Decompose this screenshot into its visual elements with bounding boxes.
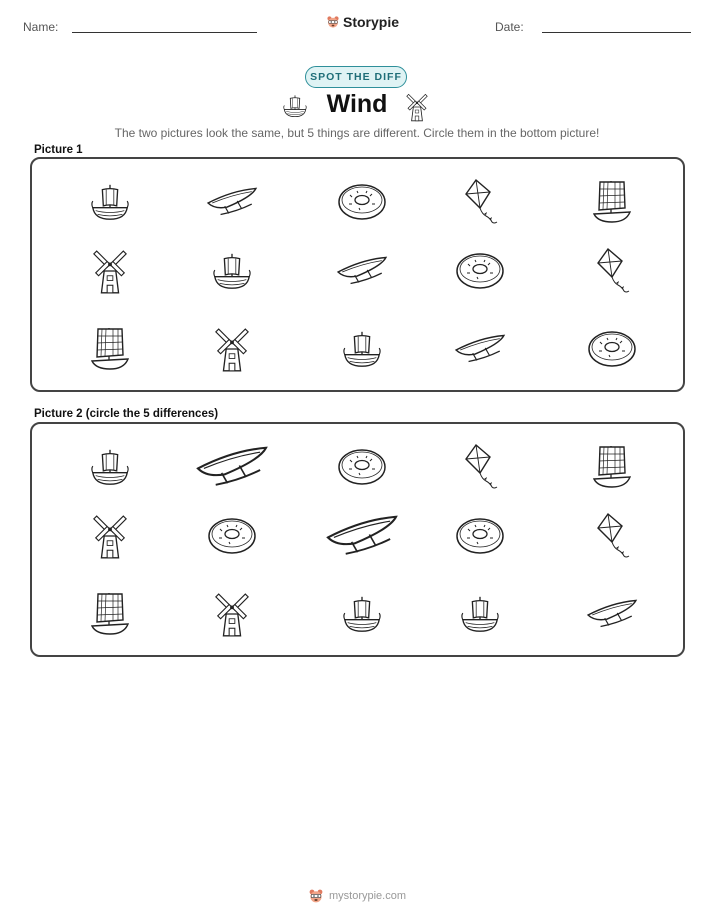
picture2-canoe-icon[interactable] <box>325 513 399 559</box>
picture1-kite-icon <box>592 247 632 295</box>
picture2-canoe-icon[interactable] <box>195 444 269 490</box>
picture2-windmill-icon[interactable] <box>91 512 129 560</box>
picture2-canoe-icon[interactable] <box>586 598 638 630</box>
picture1-viking-ship-icon <box>89 181 131 223</box>
worksheet-title: Wind <box>326 90 388 118</box>
picture1-viking-ship-icon <box>211 250 253 292</box>
instructions: The two pictures look the same, but 5 things are different. Circle them in the bottom picture! <box>114 126 600 140</box>
picture1-kite-icon <box>460 178 500 226</box>
picture1-canoe-icon <box>454 333 506 365</box>
picture2-panel[interactable] <box>30 422 685 657</box>
footer-url[interactable]: mystorypie.com <box>328 890 407 902</box>
picture2-viking-ship-icon[interactable] <box>459 593 501 635</box>
picture2-sailboat-icon[interactable] <box>88 589 132 639</box>
picture1-donut-icon <box>586 329 638 369</box>
footer <box>0 888 714 904</box>
picture1-donut-icon <box>454 251 506 291</box>
bear-logo-icon <box>308 888 324 904</box>
picture2-donut-icon[interactable] <box>336 447 388 487</box>
date-label: Date: <box>495 20 524 34</box>
picture2-windmill-icon[interactable] <box>213 590 251 638</box>
picture1-canoe-icon <box>206 186 258 218</box>
picture1-windmill-icon <box>91 247 129 295</box>
viking-ship-icon <box>282 93 308 119</box>
bear-logo-icon <box>326 15 340 29</box>
picture2-kite-icon[interactable] <box>592 512 632 560</box>
windmill-icon <box>404 92 430 122</box>
date-field-line[interactable] <box>542 32 691 33</box>
picture1-panel <box>30 157 685 392</box>
picture1-viking-ship-icon <box>341 328 383 370</box>
picture1-label: Picture 1 <box>34 144 83 156</box>
picture1-donut-icon <box>336 182 388 222</box>
picture1-sailboat-icon <box>590 177 634 227</box>
picture1-canoe-icon <box>336 255 388 287</box>
picture2-donut-icon[interactable] <box>206 516 258 556</box>
picture1-windmill-icon <box>213 325 251 373</box>
picture2-sailboat-icon[interactable] <box>590 442 634 492</box>
picture2-label: Picture 2 (circle the 5 differences) <box>34 408 219 420</box>
picture2-viking-ship-icon[interactable] <box>89 446 131 488</box>
picture1-sailboat-icon <box>88 324 132 374</box>
brand-name: Storypie <box>343 14 400 30</box>
name-field-line[interactable] <box>72 32 257 33</box>
brand-logo <box>326 14 399 30</box>
name-label: Name: <box>23 20 59 34</box>
spot-the-diff-badge: SPOT THE DIFF <box>305 66 407 88</box>
picture2-viking-ship-icon[interactable] <box>341 593 383 635</box>
picture2-donut-icon[interactable] <box>454 516 506 556</box>
picture2-kite-icon[interactable] <box>460 443 500 491</box>
